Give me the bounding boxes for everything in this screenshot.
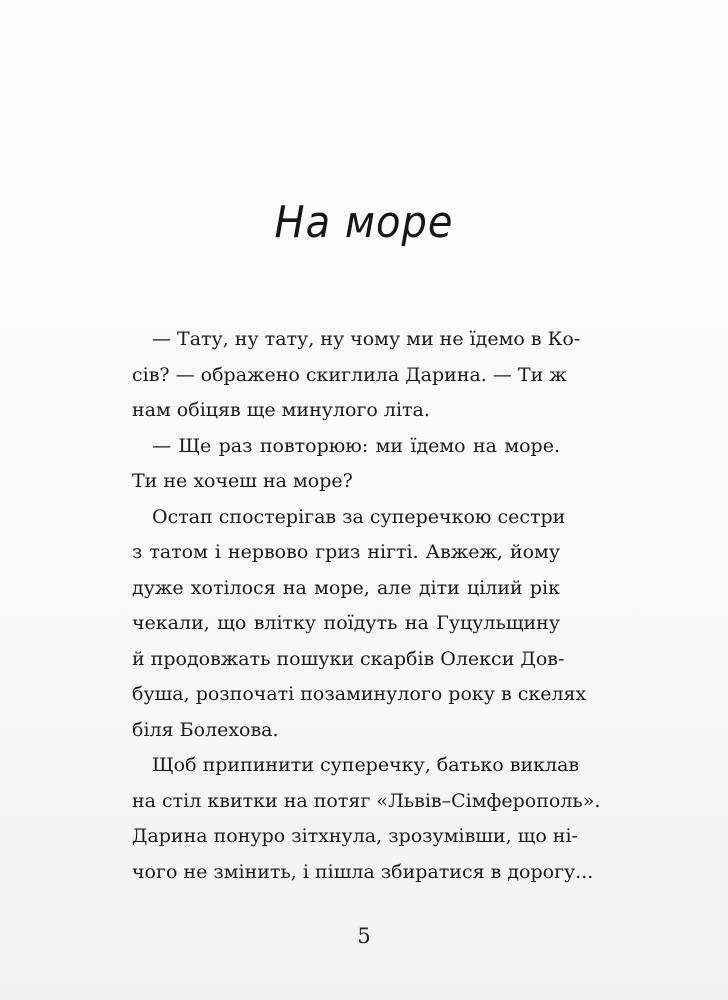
text-line: чого не змінить, і пішла збиратися в дорогу... [132, 860, 594, 883]
chapter-body [132, 322, 601, 890]
text-line: нам обіцяв ще минулого літа. [132, 399, 430, 421]
text-line: Ти не хочеш на море? [132, 470, 353, 492]
text-line: з татом і нервово гриз нігті. Авжеж, йому [132, 541, 560, 563]
text-line: сів? — ображено скиглила Дарина. — Ти ж [132, 363, 567, 386]
text-line: — Тату, ну тату, ну чому ми не їдемо в Ко- [152, 328, 581, 350]
text-line: й продовжать пошуки скарбів Олекси Дов- [132, 647, 565, 670]
chapter-title: На море [274, 198, 454, 248]
text-line: дуже хотілося на море, але діти цілий рік [132, 576, 560, 599]
text-line: біля Болехова. [132, 718, 279, 741]
text-line: Щоб припинити суперечку, батько виклав [152, 754, 580, 776]
text-line: чекали, що влітку поїдуть на Гуцульщину [132, 612, 560, 634]
text-line: Дарина понуро зітхнула, зрозумівши, що ні- [132, 825, 578, 847]
page-number: 5 [357, 924, 371, 948]
text-line: — Ще раз повторюю: ми їдемо на море. [152, 434, 560, 457]
text-line: на стіл квитки на потяг «Львів–Сімферополь». [132, 789, 601, 812]
text-line: Остап спостерігав за суперечкою сестри [152, 505, 566, 528]
text-line: буша, розпочаті позаминулого року в скелях [132, 683, 587, 705]
